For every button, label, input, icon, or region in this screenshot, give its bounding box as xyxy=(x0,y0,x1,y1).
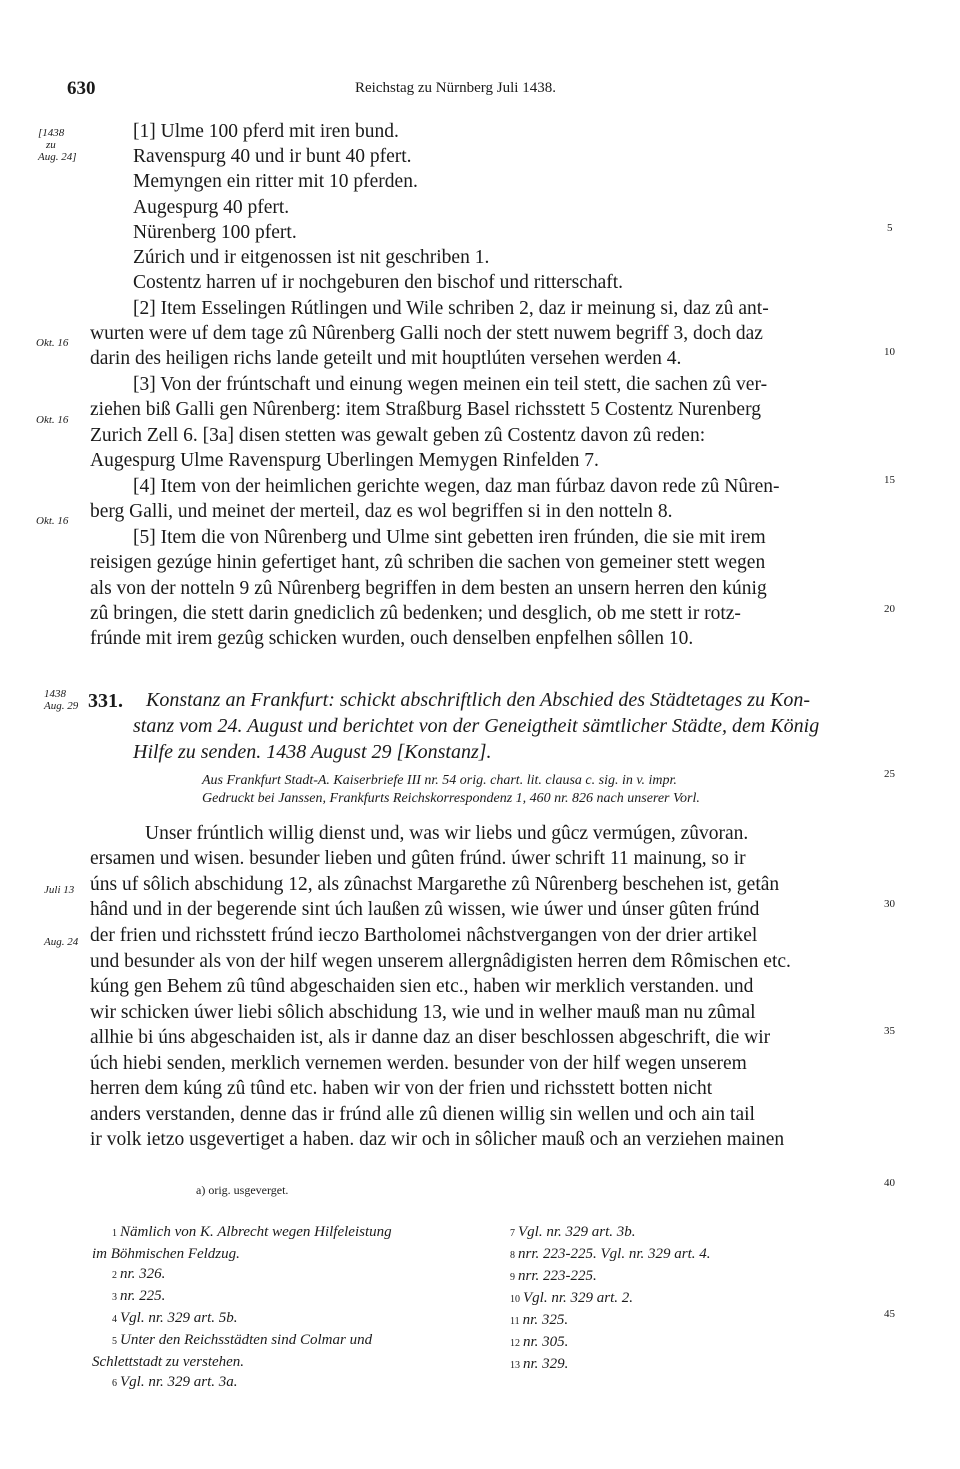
source-line: Gedruckt bei Janssen, Frankfurts Reichskorrespondenz 1, 460 nr. 826 nach unserer Vorl. xyxy=(202,791,700,806)
text-line: [5] Item die von Nûrenberg und Ulme sint gebetten iren frúnden, die sie mit irem xyxy=(133,527,766,548)
footnote xyxy=(510,1266,711,1288)
margin-juli13: Juli 13 xyxy=(44,884,75,896)
margin-date-line: [1438 xyxy=(38,127,65,139)
entry-number: 331. xyxy=(88,690,123,712)
margin-date-line: Aug. 24] xyxy=(38,151,77,163)
footnote-number: 7 xyxy=(510,1228,515,1239)
line-number: 10 xyxy=(884,346,895,358)
footnote xyxy=(112,1286,392,1308)
footnote-text: Vgl. nr. 329 art. 3b. xyxy=(518,1224,636,1240)
text-line: [1] Ulme 100 pferd mit iren bund. xyxy=(133,121,399,142)
critical-note: a) orig. usgeverget. xyxy=(196,1183,289,1197)
margin-okt16: Okt. 16 xyxy=(36,337,69,349)
footnote-text: Vgl. nr. 329 art. 3a. xyxy=(120,1374,238,1390)
line-number: 25 xyxy=(884,768,895,780)
letter-line: allhie bi úns abgeschaiden ist, als ir danne daz an diser beschlossen abgeschrift, die wir xyxy=(90,1027,771,1048)
text-line: Memyngen ein ritter mit 10 pferden. xyxy=(133,171,418,192)
margin-date-bracket xyxy=(38,127,77,163)
footnote xyxy=(510,1354,711,1376)
entry-title-line: stanz vom 24. August und berichtet von der Geneigtheit sämtlicher Städte, dem König xyxy=(133,715,820,737)
text-line: Zúrich und ir eitgenossen ist nit geschriben 1. xyxy=(133,247,490,268)
footnote-text: nr. 329. xyxy=(523,1356,569,1372)
text-line: frúnde mit irem gezûg schicken wurden, ouch denselben enpfelhen sôllen 10. xyxy=(90,628,694,649)
letter-line: úns uf sôlich abschidung 12, als zûnachst Margarethe zû Nûrenberg beschehen ist, getân xyxy=(90,874,780,895)
text-line: Costentz harren uf ir nochgeburen den bischof und ritterschaft. xyxy=(133,272,624,293)
margin-date-line: 1438 xyxy=(44,688,66,700)
letter-line: der frien und richsstett frúnd ieczo Bartholomei nâchstvergangen von der drier artikel xyxy=(90,925,758,946)
entry-title-line: Hilfe zu senden. 1438 August 29 [Konstanz]. xyxy=(133,741,492,763)
letter-line: úch hiebi senden, merklich vernemen werden. besunder von der hilf wegen unserem xyxy=(90,1053,747,1074)
margin-date-line: Aug. 29 xyxy=(44,700,79,712)
text-line: Nürenberg 100 pfert. xyxy=(133,222,297,243)
footnote xyxy=(510,1244,711,1266)
footnote xyxy=(112,1372,392,1394)
footnote-text: im Böhmischen Feldzug. xyxy=(92,1246,240,1262)
line-number: 20 xyxy=(884,603,895,615)
footnote xyxy=(112,1222,392,1244)
text-line: reisigen gezúge hinin gefertiget hant, zû schriben die sachen von gemeiner stett wegen xyxy=(90,552,766,573)
footnote-text: nr. 326. xyxy=(120,1266,166,1282)
margin-okt16: Okt. 16 xyxy=(36,414,69,426)
footnote-number: 3 xyxy=(112,1292,117,1303)
footnote xyxy=(112,1308,392,1330)
footnote-text: Nämlich von K. Albrecht wegen Hilfeleistung xyxy=(120,1224,392,1240)
letter-line: hând und in der begerende sint úch laußen zû wissen, wie úwer und únser gûten frúnd xyxy=(90,899,760,920)
footnote-number: 8 xyxy=(510,1250,515,1261)
footnote-text: nr. 225. xyxy=(120,1288,166,1304)
footnote-text: Vgl. nr. 329 art. 5b. xyxy=(120,1310,238,1326)
line-number: 5 xyxy=(887,222,893,234)
text-line: [2] Item Esselingen Rútlingen und Wile schriben 2, daz ir meinung si, daz zû ant- xyxy=(133,298,769,319)
text-line: [3] Von der frúntschaft und einung wegen meinen ein teil stett, die sachen zû ver- xyxy=(133,374,768,395)
footnote-number: 2 xyxy=(112,1270,117,1281)
text-line: [4] Item von der heimlichen gerichte wegen, daz man fúrbaz davon rede zû Nûren- xyxy=(133,476,780,497)
page-number: 630 xyxy=(67,78,96,99)
footnote-text: Vgl. nr. 329 art. 2. xyxy=(523,1290,634,1306)
footnotes-left xyxy=(92,1222,392,1394)
letter-line: wir schicken úwer liebi sôlich abschidung 13, wie und in welher mauß man nu zûmal xyxy=(90,1002,756,1023)
footnote-number: 10 xyxy=(510,1294,520,1305)
running-title: Reichstag zu Nürnberg Juli 1438. xyxy=(355,80,556,96)
footnote xyxy=(510,1310,711,1332)
line-number: 15 xyxy=(884,474,895,486)
letter-line: kúng gen Behem zû tûnd abgeschaiden sien etc., haben wir merklich verstanden. und xyxy=(90,976,754,997)
text-line: wurten were uf dem tage zû Nûrenberg Galli noch der stett nuwem begriff 3, doch daz xyxy=(90,323,763,344)
line-number: 40 xyxy=(884,1177,895,1189)
footnote xyxy=(112,1330,392,1352)
footnote-number: 11 xyxy=(510,1316,520,1327)
line-number: 35 xyxy=(884,1025,895,1037)
letter-line: Unser frúntlich willig dienst und, was wir liebs und gûcz vermúgen, zûvoran. xyxy=(145,823,749,844)
text-line: berg Galli, und meinet der merteil, daz es wol begriffen si in den notteln 8. xyxy=(90,501,673,522)
footnote-number: 9 xyxy=(510,1272,515,1283)
letter-line: ersamen und wisen. besunder lieben und gûten frúnd. úwer schrift 11 mainung, so ir xyxy=(90,848,746,869)
entry-title-line: Konstanz an Frankfurt: schickt abschriftlich den Abschied des Städtetages zu Kon- xyxy=(146,689,811,711)
footnote-text: nrr. 223-225. Vgl. nr. 329 art. 4. xyxy=(518,1246,711,1262)
footnote-number: 1 xyxy=(112,1228,117,1239)
text-line: Zurich Zell 6. [3a] disen stetten was gewalt geben zû Costentz davon zû reden: xyxy=(90,425,706,446)
footnote-text: nrr. 223-225. xyxy=(518,1268,597,1284)
line-number: 45 xyxy=(884,1308,895,1320)
line-number: 30 xyxy=(884,898,895,910)
text-line: Augespurg Ulme Ravenspurg Uberlingen Memygen Rinfelden 7. xyxy=(90,450,599,471)
margin-aug24: Aug. 24 xyxy=(44,936,79,948)
footnote xyxy=(510,1222,711,1244)
margin-okt16: Okt. 16 xyxy=(36,515,69,527)
letter-line: und besunder als von der hilf wegen unserem allergnâdigisten herren dem Rômischen etc. xyxy=(90,951,791,972)
footnote-text: nr. 325. xyxy=(522,1312,569,1328)
margin-entry-date xyxy=(44,688,78,712)
footnote xyxy=(510,1332,711,1354)
letter-line: anders verstanden, denne das ir frúnd alle zû dienen willig sin wellen und och ain tail xyxy=(90,1104,755,1125)
letter-line: ir volk ietzo usgevertiget a haben. daz wir och in sôlicher mauß och an verziehen mainen xyxy=(90,1129,785,1150)
footnote xyxy=(510,1288,711,1310)
source-line: Aus Frankfurt Stadt-A. Kaiserbriefe III nr. 54 orig. chart. lit. clausa c. sig. in v. impr. xyxy=(202,773,677,788)
footnote-number: 6 xyxy=(112,1378,117,1389)
letter-line: herren dem kúng zû tûnd etc. haben wir von der frien und richsstett botten nicht xyxy=(90,1078,713,1099)
footnote-number: 5 xyxy=(112,1336,117,1347)
footnote xyxy=(112,1264,392,1286)
footnote-number: 4 xyxy=(112,1314,117,1325)
text-line: ziehen biß Galli gen Nûrenberg: item Straßburg Basel richsstett 5 Costentz Nurenberg xyxy=(90,399,761,420)
text-line: zû bringen, die stett darin gnediclich zû bedenken; und desglich, ob me stett ir rotz- xyxy=(90,603,741,624)
text-line: Ravenspurg 40 und ir bunt 40 pfert. xyxy=(133,146,412,167)
footnote-text: nr. 305. xyxy=(523,1334,569,1350)
footnote-text: Schlettstadt zu verstehen. xyxy=(92,1354,245,1370)
footnote-text: Unter den Reichsstädten sind Colmar und xyxy=(120,1332,373,1348)
footnote-number: 12 xyxy=(510,1338,520,1349)
footnote-number: 13 xyxy=(510,1360,520,1371)
margin-date-line: zu xyxy=(46,139,56,151)
text-line: Augespurg 40 pfert. xyxy=(133,197,290,218)
text-line: als von der notteln 9 zû Nûrenberg begriffen in dem besten an unsern herren den kúnig xyxy=(90,578,767,599)
footnotes-right xyxy=(510,1222,711,1376)
text-line: darin des heiligen richs lande geteilt und mit houptlúten versehen werden 4. xyxy=(90,348,682,369)
